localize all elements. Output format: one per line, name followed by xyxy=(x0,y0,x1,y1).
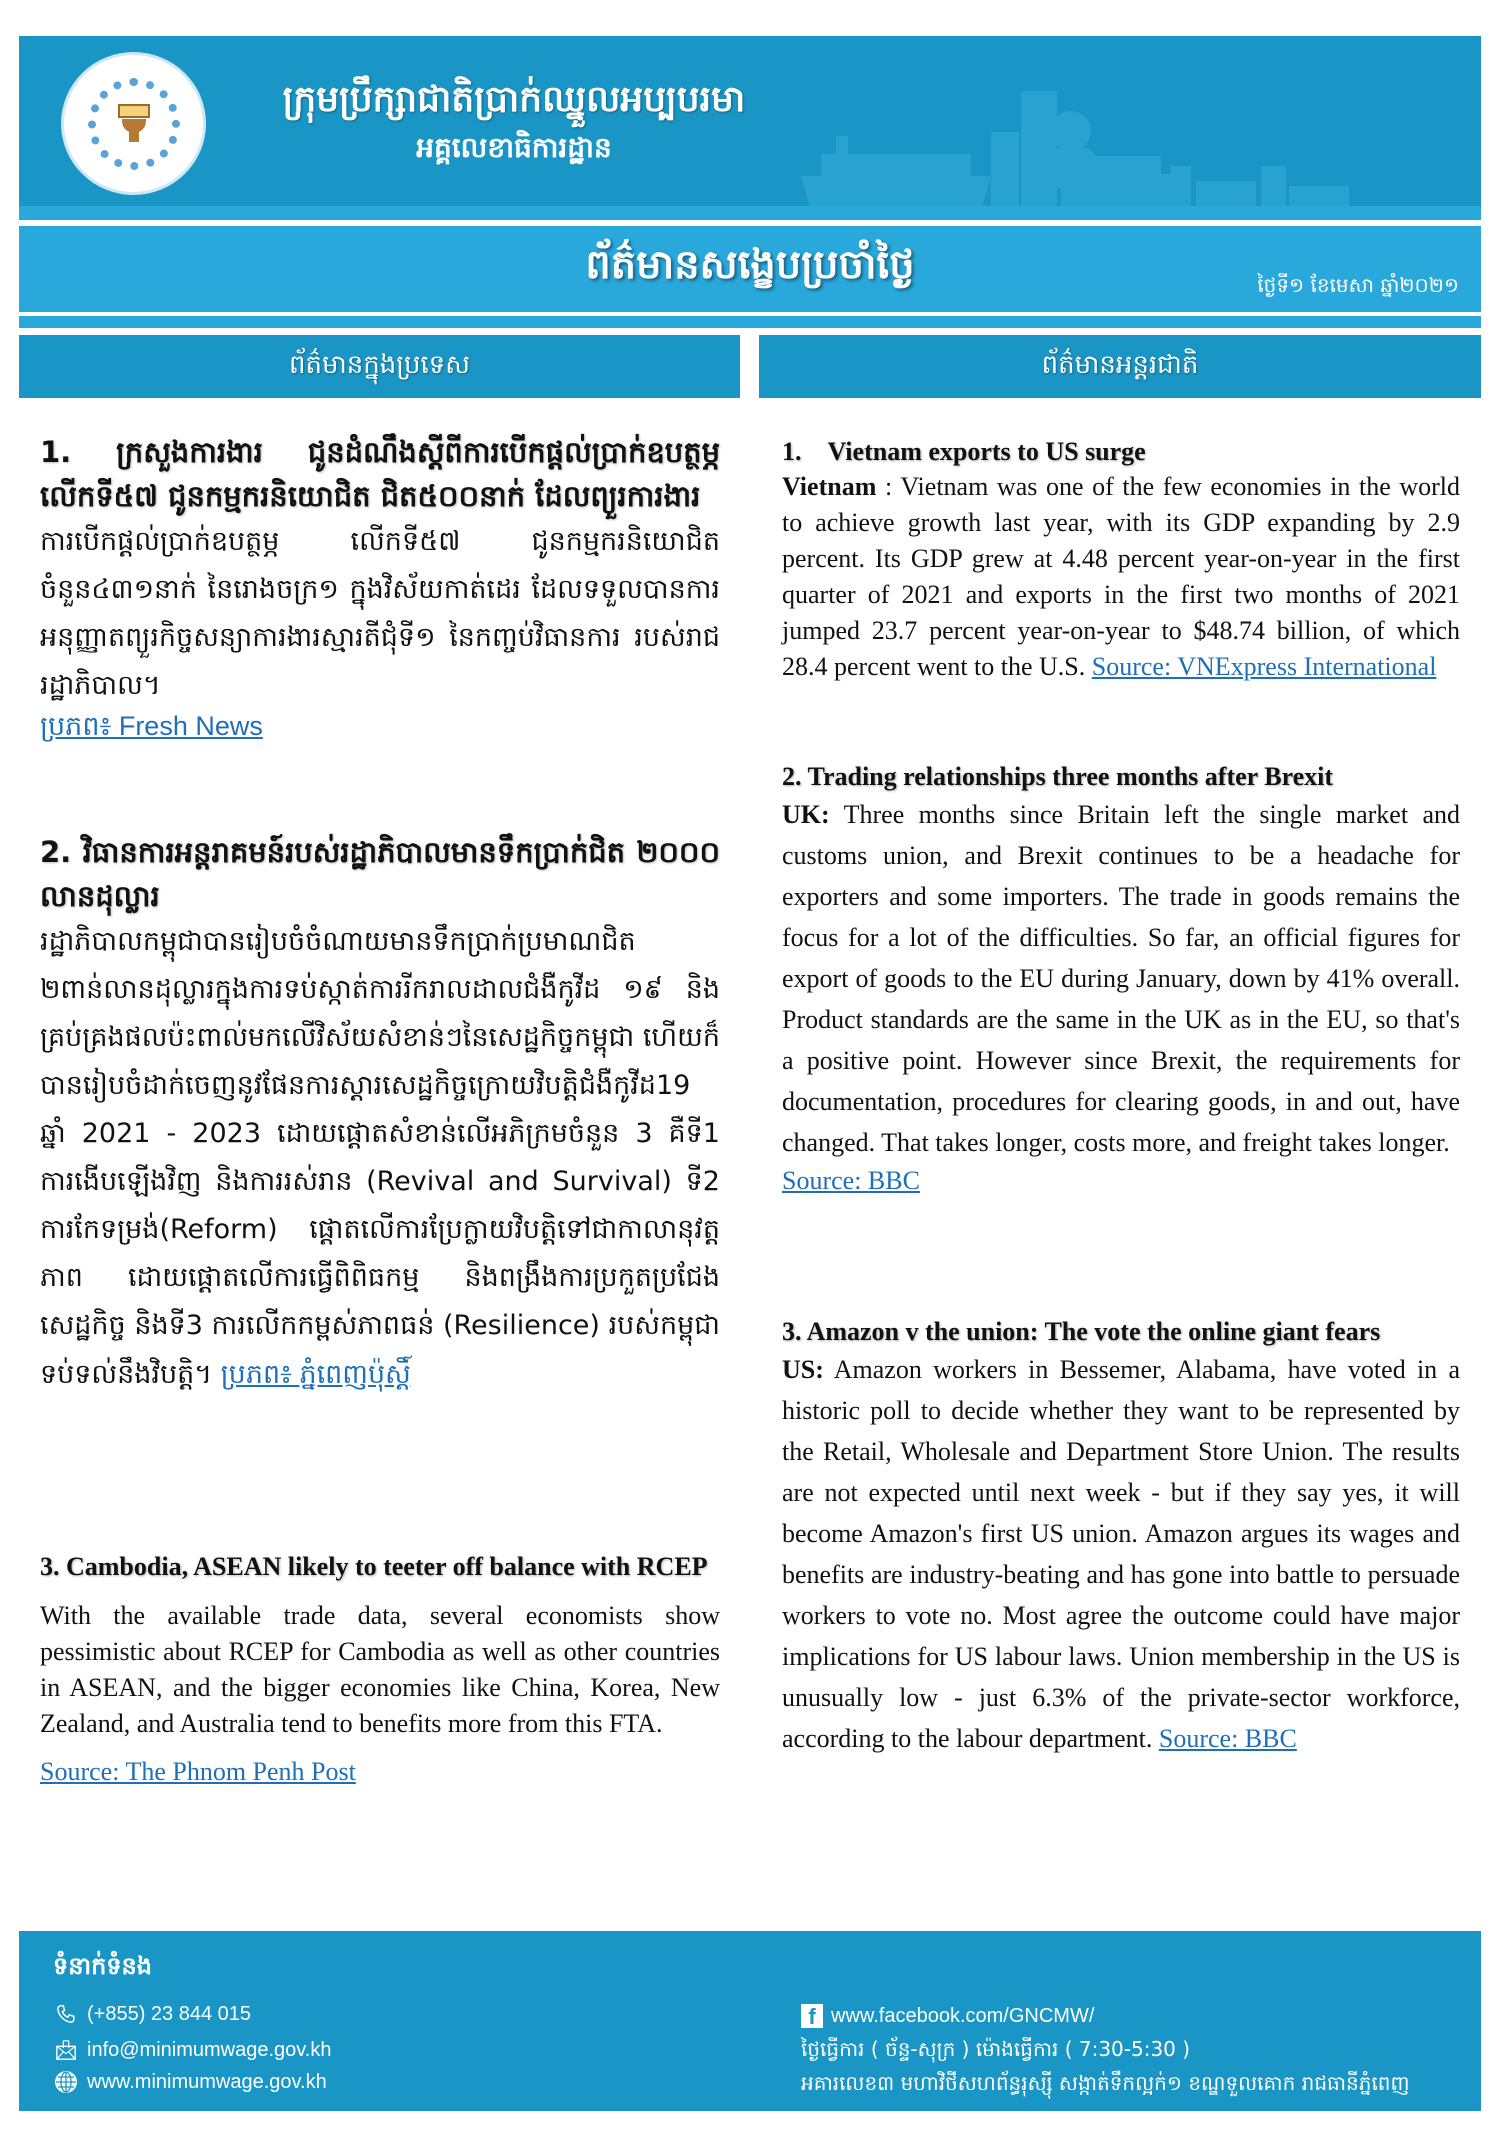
globe-icon xyxy=(53,2069,79,2095)
newsletter-title: ព័ត៌មានសង្ខេបប្រចាំថ្ងៃ xyxy=(585,242,915,288)
book-cup-icon xyxy=(116,104,152,144)
contact-website xyxy=(53,2069,327,2095)
section-header-international: ព័ត៌មានអន្តរជាតិ xyxy=(759,335,1481,398)
news-body-text: Amazon workers in Bessemer, Alabama, have voted in a historic poll to decide whether they want to be represented by the Retail, Wholesale and Department Store Union. The results are not expected until next week - but if they say yes, it will become Amazon's first US union. Amazon argues its wages and benefits are industry-beating and has gone into battle to persuade workers to vote no. Most agree the outcome could have major implications for US labour laws. Union membership in the US is unusually low - just 6.3% of the private-sector workforce, according to the labour department. xyxy=(782,1355,1460,1753)
email-link[interactable]: info@minimumwage.gov.kh xyxy=(87,2039,332,2061)
news-headline: 3. Cambodia, ASEAN likely to teeter off balance with RCEP xyxy=(40,1552,708,1581)
header-band xyxy=(19,36,1481,206)
section-header-domestic: ព័ត៌មានក្នុងប្រទេស xyxy=(19,335,740,398)
issue-date: ថ្ងៃទី១ ខែមេសា ឆ្នាំ២០២១ xyxy=(1257,273,1459,297)
council-logo xyxy=(61,52,206,195)
news-source-link[interactable]: Source: BBC xyxy=(782,1166,920,1195)
news-body xyxy=(40,918,720,1399)
organization-subtitle: អគ្គលេខាធិការដ្ឋាន xyxy=(416,131,612,164)
news-source-link[interactable]: Source: BBC xyxy=(1158,1724,1297,1753)
news-body xyxy=(782,794,1460,1163)
news-item-international-3 xyxy=(782,1315,1460,1759)
envelope-icon xyxy=(53,2037,79,2063)
facebook-icon: f xyxy=(801,2004,823,2028)
phone-icon xyxy=(53,2001,79,2027)
news-body xyxy=(782,469,1460,685)
news-body-text: រដ្ឋាភិបាលកម្ពុជាបានរៀបចំចំណាយមានទឹកប្រាក់ប្រមាណជិត ២ពាន់លានដុល្លារក្នុងការទប់ស្កាត់ការរីករាលដាលជំងឺកូវីដ ១៩ និងគ្រប់គ្រងផលប៉ះពាល់មកលើវិស័យសំខាន់ៗនៃសេដ្ឋកិច្ចកម្ពុជា ហើយក៏បានរៀបចំដាក់ចេញនូវផែនការស្តារសេដ្ឋកិច្ចក្រោយវិបត្តិជំងឺកូវីដ19 ឆ្នាំ 2021 - 2023 ដោយផ្តោតសំខាន់លើអភិក្រមចំនួន 3 គឺទី1 ការងើបឡើងវិញ និងការរស់រាន (Revival and Survival) ទី2 ការកែទម្រង់(Reform) ផ្តោតលើការប្រែក្លាយវិបត្តិទៅជាកាលានុវត្តភាព ដោយផ្តោតលើការធ្វើពិពិធកម្ម និងពង្រឹងការប្រកួតប្រជែងសេដ្ឋកិច្ច និងទី3 ការលើកកម្ពស់ភាពធន់ (Resilience) របស់កម្ពុជាទប់ទល់នឹងវិបត្តិ។ xyxy=(40,926,720,1390)
news-location-lead: UK: xyxy=(782,800,830,829)
phone-number: (+855) 23 844 015 xyxy=(87,2003,252,2025)
news-body-text: : Vietnam was one of the few economies in the world to achieve growth last year, with its GDP expanding by 2.9 percent. Its GDP grew at 4.48 percent year-on-year in the first quarter of 2021 and exports in the first two months of 2021 jumped 23.7 percent year-on-year to $48.74 billion, of which 28.4 percent went to the U.S. xyxy=(782,472,1460,681)
website-link[interactable]: www.minimumwage.gov.kh xyxy=(87,2071,327,2093)
news-body-text: Three months since Britain left the single market and customs union, and Brexit continues to be a headache for exporters and some importers. The trade in goods remains the focus for a lot of the difficulties. So far, an official figures for export of goods to the EU during January, down by 41% overall. Product standards are the same in the UK as in the EU, so that's a positive point. However since Brexit, the requirements for documentation, procedures for clearing goods, in and out, have changed. That takes longer, costs more, and freight takes longer. xyxy=(782,800,1460,1157)
news-source-link[interactable]: Source: The Phnom Penh Post xyxy=(40,1757,356,1786)
news-source-link[interactable]: Source: VNExpress International xyxy=(1091,652,1437,681)
contact-facebook xyxy=(801,2003,1094,2029)
news-location-lead: US: xyxy=(782,1355,824,1384)
news-item-domestic-2 xyxy=(40,830,720,1399)
contact-email xyxy=(53,2037,331,2063)
contact-phone xyxy=(53,2001,251,2027)
news-headline: 1. Vietnam exports to US surge xyxy=(782,437,1146,466)
title-stripe xyxy=(19,316,1481,328)
gear-emblem-icon xyxy=(88,78,180,170)
news-item-international-1 xyxy=(782,435,1460,685)
organization-name: ក្រុមប្រឹក្សាជាតិប្រាក់ឈ្នួលអប្បបរមា xyxy=(282,79,746,120)
city-port-skyline-illustration xyxy=(741,36,1461,206)
header-stripe xyxy=(19,206,1481,220)
news-headline: 3. Amazon v the union: The vote the online giant fears xyxy=(782,1317,1381,1346)
news-item-international-2 xyxy=(782,760,1460,1199)
news-body: With the available trade data, several economists show pessimistic about RCEP for Cambodia as well as other countries in ASEAN, and the bigger economies like China, Korea, New Zealand, and Australia tend to benefits more from this FTA. xyxy=(40,1601,720,1738)
news-headline: 2. Trading relationships three months after Brexit xyxy=(782,762,1334,791)
news-headline: 2. វិធានការអន្តរាគមន៍របស់រដ្ឋាភិបាលមានទឹកប្រាក់ជិត ២០០០ លានដុល្លារ xyxy=(40,835,720,913)
facebook-link[interactable]: www.facebook.com/GNCMW/ xyxy=(831,2005,1095,2027)
news-source-link[interactable]: ប្រភព៖ ភ្នំពេញប៉ុស្តិ៍ xyxy=(220,1359,411,1389)
title-banner xyxy=(19,226,1481,312)
office-address: អគារលេខ៣ មហាវិថីសហព័ន្ធរុស្ស៊ី សង្កាត់ទឹកល្អក់១ ខណ្ឌទួលគោក រាជធានីភ្នំពេញ xyxy=(801,2071,1410,2095)
office-hours: ថ្ងៃធ្វើការ ( ច័ន្ទ-សុក្រ ) ម៉ោងធ្វើការ ( 7:30-5:30 ) xyxy=(801,2037,1191,2061)
news-item-domestic-1 xyxy=(40,430,720,749)
news-location-lead: Vietnam xyxy=(782,472,877,501)
news-body xyxy=(782,1349,1460,1759)
footer-right-info xyxy=(779,1931,1469,2111)
news-body: ការបើកផ្តល់ប្រាក់ឧបត្ថម្ភ លើកទី៥៧ ជូនកម្មករនិយោជិត ចំនួន៤៣១នាក់ នៃរោងចក្រ១ ក្នុងវិស័យកាត់ដេរ ដែលទទួលបានការអនុញ្ញាតព្យួរកិច្ចសន្យាការងារស្មារតីជុំទី១ នៃកញ្ចប់វិធានការ របស់រាជរដ្ឋាភិបាល។ xyxy=(40,526,720,701)
contact-heading: ទំនាក់ទំនង xyxy=(53,1952,153,1980)
news-headline: 1. ក្រសួងការងារ ជូនដំណឹងស្តីពីការបើកផ្តល់ប្រាក់ឧបត្ថម្ភ លើកទី៥៧ ជូនកម្មករនិយោជិត ជិត៥០០នាក់ ដែលព្យួរការងារ xyxy=(40,435,720,513)
news-item-domestic-3 xyxy=(40,1550,720,1790)
contact-footer xyxy=(19,1931,1481,2111)
news-source-link[interactable]: ប្រភព៖ Fresh News xyxy=(40,711,263,741)
